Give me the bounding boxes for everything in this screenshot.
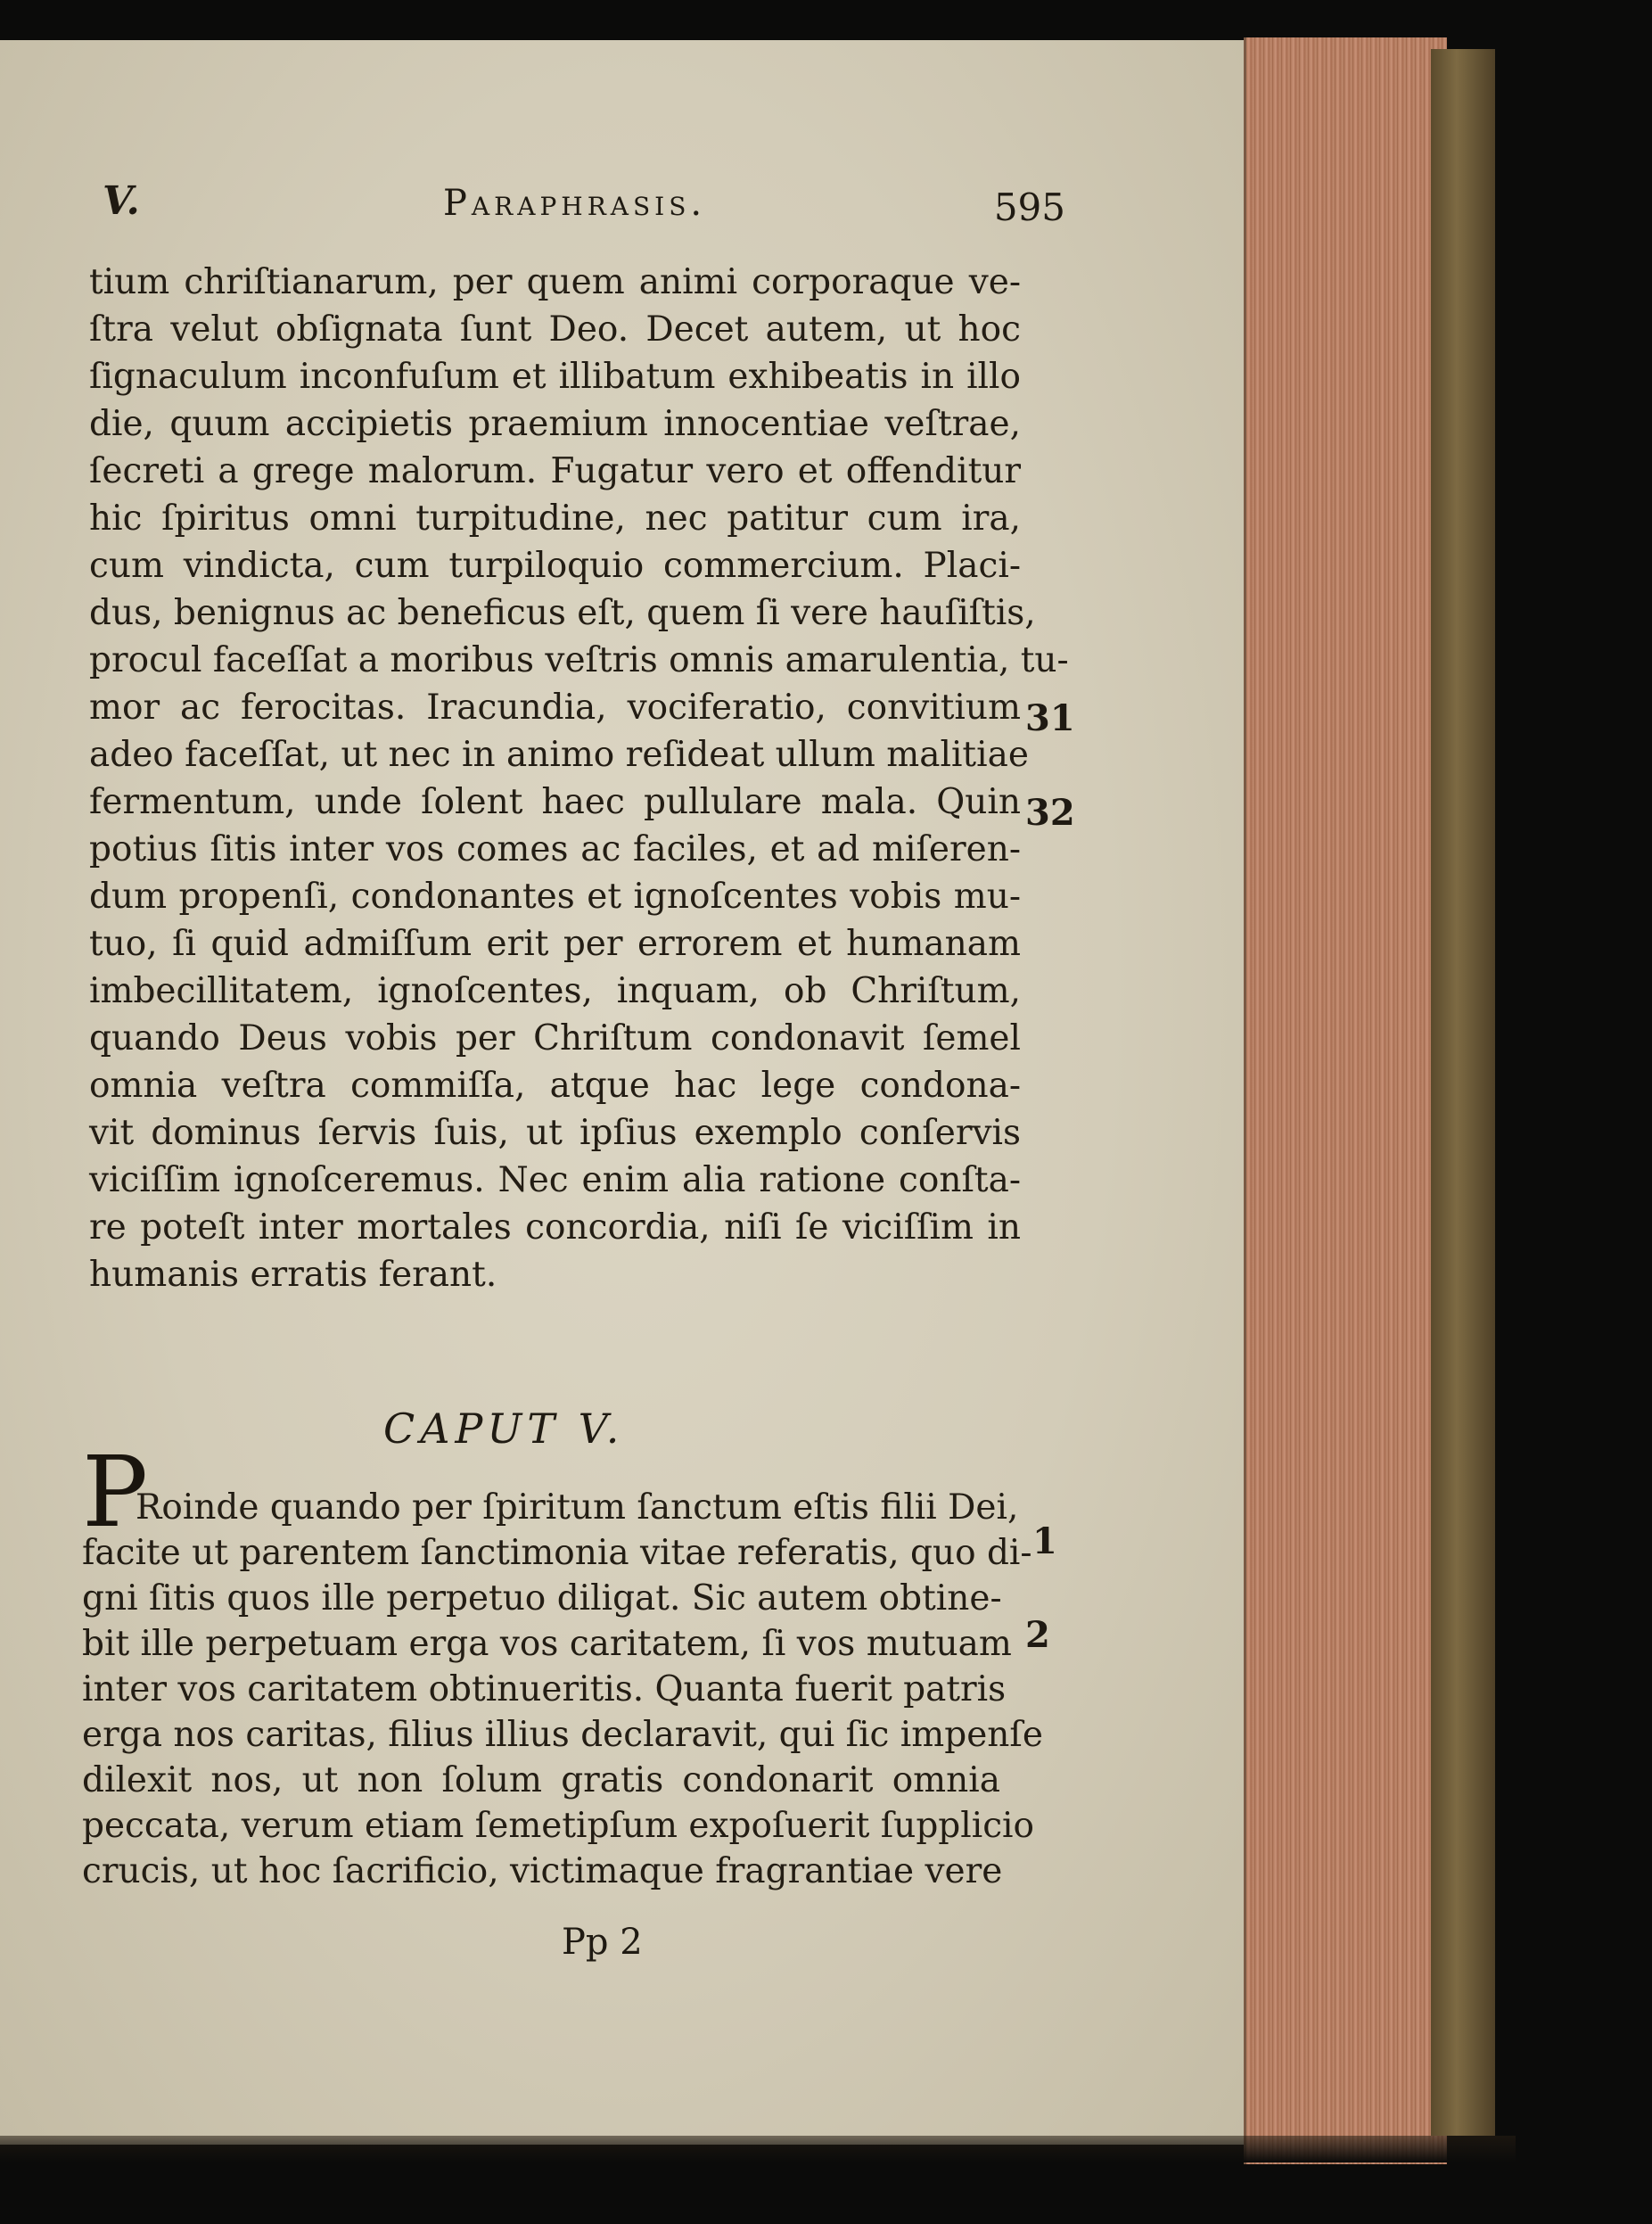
drop-cap: P	[82, 1435, 149, 1549]
text-line: re poteſt inter mortales concordia, niſi ſe viciſſim in	[89, 1207, 1021, 1248]
text-line: hic ſpiritus omni turpitudine, nec patitur cum ira,	[89, 498, 1021, 539]
page-block-edges	[1244, 37, 1447, 2164]
text-line: omnia veſtra commiſſa, atque hac lege condona-	[89, 1066, 1021, 1106]
text-line: erga nos caritas, filius illius declaravit, qui ſic impenſe	[82, 1715, 1043, 1755]
text-line: Roinde quando per ſpiritum ſanctum eſtis filii Dei,	[136, 1487, 1019, 1528]
chapter-paragraph	[82, 1485, 1043, 1894]
text-line: quando Deus vobis per Chriſtum condonavit ſemel	[89, 1018, 1021, 1058]
text-line: dilexit nos, ut non ſolum gratis condonarit omnia	[82, 1760, 1000, 1800]
text-line: cum vindicta, cum turpiloquio commercium. Placi-	[89, 546, 1021, 586]
text-line: ſignaculum inconfuſum et illibatum exhibeatis in illo	[89, 357, 1021, 397]
text-line: vit dominus ſervis ſuis, ut ipſius exemplo conſervis	[89, 1113, 1021, 1153]
text-line: imbecillitatem, ignoſcentes, inquam, ob Chriſtum,	[89, 971, 1021, 1011]
text-line: potius ſitis inter vos comes ac faciles, et ad miſeren-	[89, 829, 1021, 869]
verse-number: 31	[1025, 697, 1075, 739]
header-chapter-mark: V.	[103, 178, 140, 224]
verse-number: 2	[1025, 1614, 1050, 1656]
verse-number: 1	[1032, 1520, 1057, 1562]
bottom-shadow	[0, 2136, 1516, 2162]
chapter-heading: CAPUT V.	[383, 1404, 625, 1453]
text-line: bit ille perpetuam erga vos caritatem, ſi vos mutuam	[82, 1624, 1012, 1664]
verse-number: 32	[1025, 792, 1075, 834]
text-line: tuo, ſi quid admiſſum erit per errorem et humanam	[89, 924, 1021, 964]
header-title: Paraphrasis.	[443, 183, 707, 224]
text-line: die, quum accipietis praemium innocentiae veſtrae,	[89, 404, 1021, 444]
text-line: procul faceſſat a moribus veſtris omnis amarulentia, tu-	[89, 640, 1069, 680]
book-cover-edge	[1431, 49, 1495, 2136]
text-line: facite ut parentem ſanctimonia vitae referatis, quo di-	[82, 1533, 1032, 1573]
text-line: tium chriſtianarum, per quem animi corporaque ve-	[89, 262, 1021, 302]
text-line: ſecreti a grege malorum. Fugatur vero et offenditur	[89, 451, 1021, 491]
text-line: inter vos caritatem obtinueritis. Quanta fuerit patris	[82, 1669, 1007, 1709]
text-line: fermentum, unde ſolent haec pullulare mala. Quin	[89, 782, 1021, 822]
text-line: viciſſim ignoſceremus. Nec enim alia ratione conſta-	[89, 1160, 1021, 1200]
text-line: gni ſitis quos ille perpetuo diligat. Sic autem obtine-	[82, 1578, 1002, 1619]
text-line: dus, benignus ac beneficus eſt, quem ſi vere hauſiſtis,	[89, 593, 1036, 633]
text-line: crucis, ut hoc ſacrificio, victimaque fragrantiae vere	[82, 1851, 1003, 1891]
text-line: peccata, verum etiam ſemetipſum expoſuerit ſupplicio	[82, 1806, 1034, 1846]
text-line: mor ac ferocitas. Iracundia, vociferatio, convitium	[89, 688, 1021, 728]
text-line: adeo faceſſat, ut nec in animo reſideat ullum malitiae	[89, 735, 1029, 775]
text-line: dum propenſi, condonantes et ignoſcentes vobis mu-	[89, 877, 1021, 917]
text-line: ſtra velut obſignata ſunt Deo. Decet autem, ut hoc	[89, 309, 1021, 350]
page-number: 595	[993, 185, 1065, 229]
signature-mark: Pp 2	[562, 1922, 643, 1963]
text-line: humanis erratis ferant.	[89, 1255, 497, 1295]
running-header	[103, 178, 1065, 232]
